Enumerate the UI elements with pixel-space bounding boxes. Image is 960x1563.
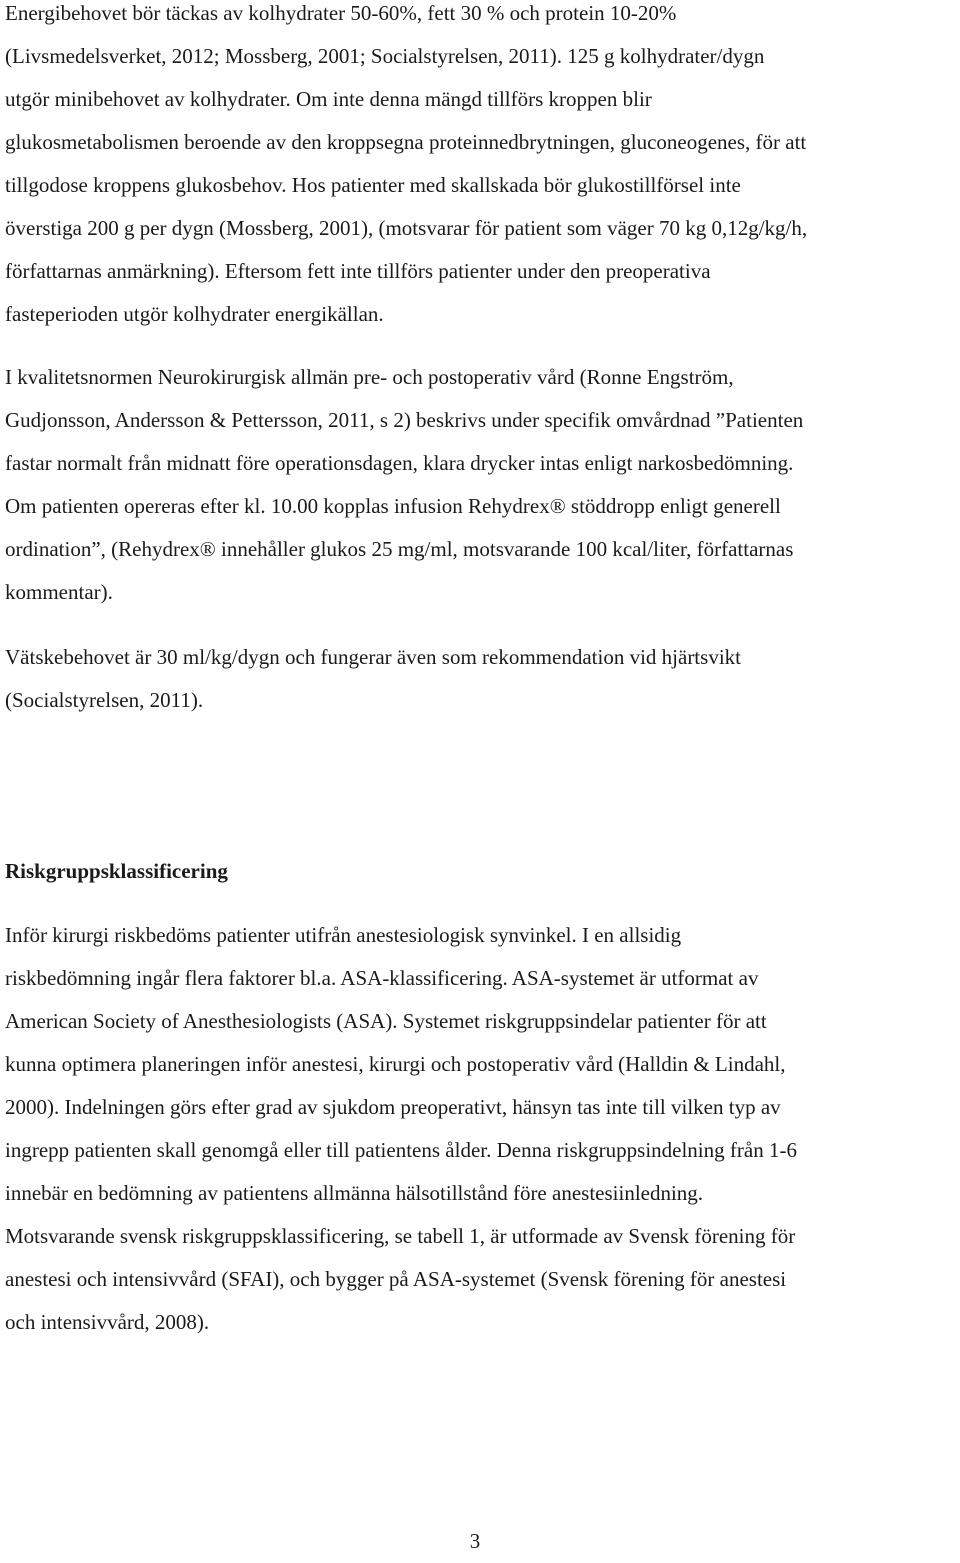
page-number: 3 xyxy=(469,1529,481,1553)
paragraph-fluid-requirements: Vätskebehovet är 30 ml/kg/dygn och fungerar även som rekommendation vid hjärtsvikt (Socialstyrelsen, 2011). xyxy=(5,645,741,712)
paragraph-energy-requirements: Energibehovet bör täckas av kolhydrater 50-60%, fett 30 % och protein 10-20% (Livsmedelsverket, 2012; Mossberg, 2001; Socialstyrelsen, 2011). 125 g kolhydrater/dygn utgör minibehovet av kolhydrater. Om inte denna mängd tillförs kroppen blir glukosmetabolismen beroende av den kroppsegna proteinnedbrytningen, gluconeogenes, för att tillgodose kroppens glukosbehov. Hos patienter med skallskada bör glukostillförsel inte överstiga 200 g per dygn (Mossberg, 2001), (motsvarar för patient som väger 70 kg 0,12g/kg/h, författarnas anmärkning). Eftersom fett inte tillförs patienter under den preoperativa fasteperioden utgör kolhydrater energikällan. xyxy=(5,1,808,326)
section-heading-risk-classification: Riskgruppsklassificering xyxy=(5,859,228,883)
paragraph-quality-norm: I kvalitetsnormen Neurokirurgisk allmän pre- och postoperativ vård (Ronne Engström, Gudjonsson, Andersson & Pettersson, 2011, s 2) beskrivs under specifik omvårdnad ”Patienten fastar normalt från midnatt före operationsdagen, klara drycker intas enligt narkosbedömning. Om patienten opereras efter kl. 10.00 kopplas infusion Rehydrex® stöddropp enligt generell ordination”, (Rehydrex® innehåller glukos 25 mg/ml, motsvarande 100 kcal/liter, författarnas kommentar). xyxy=(5,365,804,604)
paragraph-risk-classification: Inför kirurgi riskbedöms patienter utifrån anestesiologisk synvinkel. I en allsidig riskbedömning ingår flera faktorer bl.a. ASA-klassificering. ASA-systemet är utformat av American Society of Anesthesiologists (ASA). Systemet riskgruppsindelar patienter för att kunna optimera planeringen inför anestesi, kirurgi och postoperativ vård (Halldin & Lindahl, 2000). Indelningen görs efter grad av sjukdom preoperativt, hänsyn tas inte till vilken typ av ingrepp patienten skall genomgå eller till patientens ålder. Denna riskgruppsindelning från 1-6 innebär en bedömning av patientens allmänna hälsotillstånd före anestesiinledning. Motsvarande svensk riskgruppsklassificering, se tabell 1, är utformade av Svensk förening för anestesi och intensivvård (SFAI), och bygger på ASA-systemet (Svensk förening för anestesi och intensivvård, 2008). xyxy=(5,923,797,1334)
